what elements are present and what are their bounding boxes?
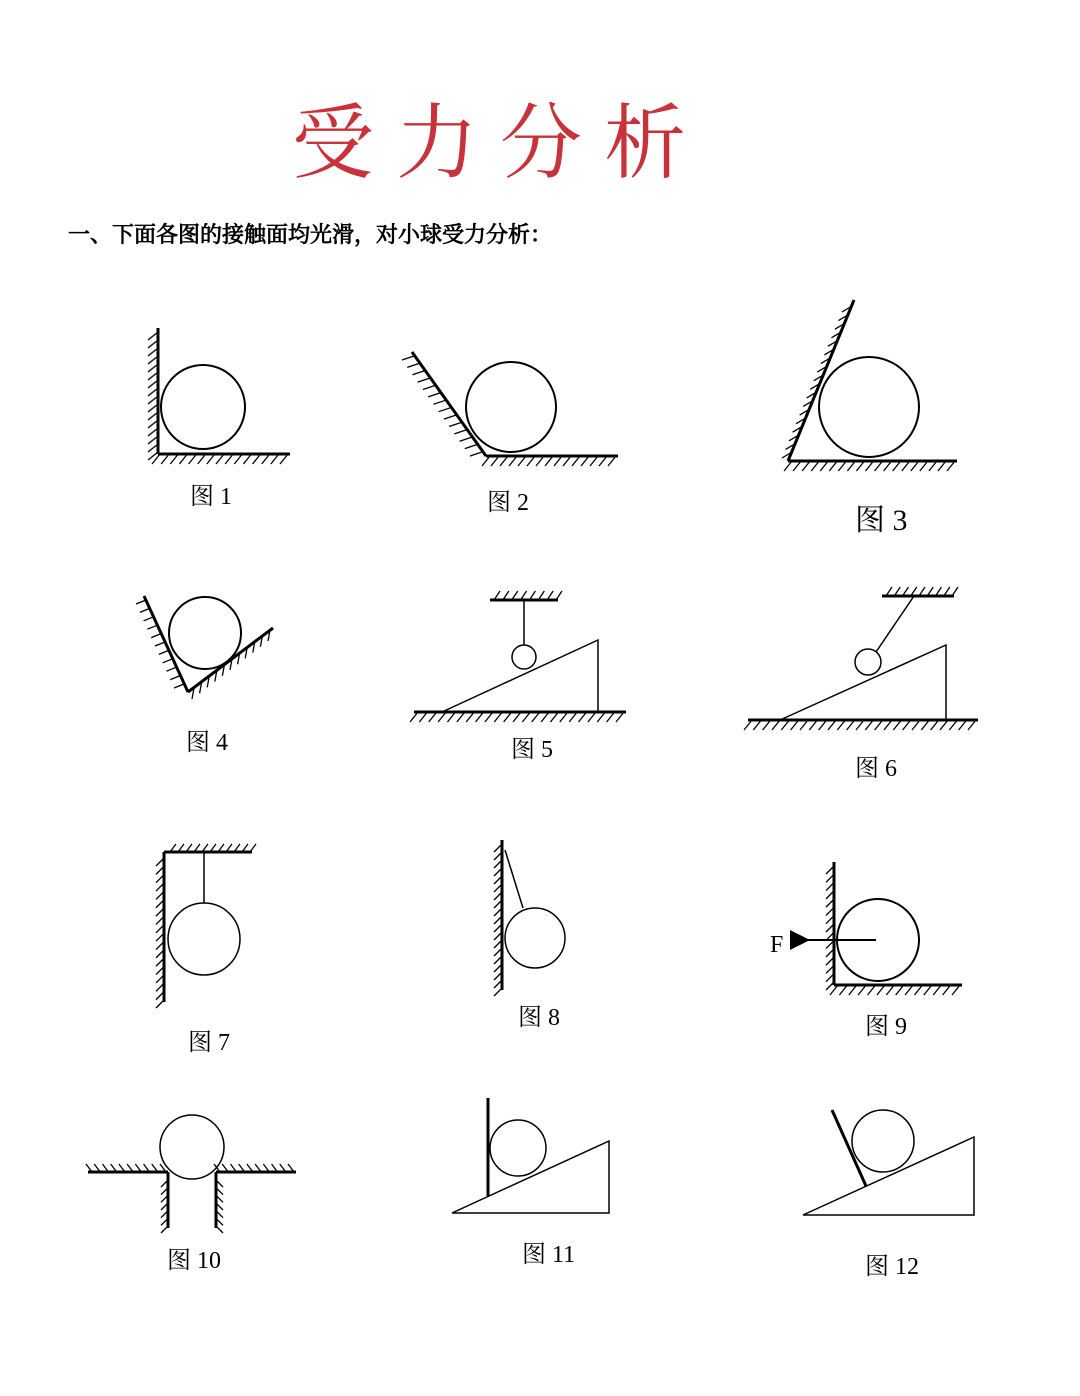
ball bbox=[490, 1120, 546, 1176]
hatch-mark bbox=[140, 608, 150, 612]
hatch-mark bbox=[454, 430, 466, 434]
wall-hatch bbox=[402, 356, 482, 456]
hatch-mark bbox=[166, 667, 176, 671]
hatch-mark bbox=[155, 642, 165, 646]
figure-9-caption: 图 9 bbox=[865, 1014, 907, 1040]
hatch-mark bbox=[444, 415, 456, 419]
incline-block bbox=[803, 1137, 974, 1215]
hatch-mark bbox=[161, 1226, 168, 1233]
hatch-mark bbox=[449, 422, 461, 426]
hatch-mark bbox=[156, 1000, 164, 1008]
figure-4-caption: 图 4 bbox=[186, 730, 228, 756]
figure-12-caption: 图 12 bbox=[865, 1254, 919, 1280]
ball bbox=[512, 645, 536, 669]
figure-3-caption: 图 3 bbox=[855, 504, 908, 537]
hatch-mark bbox=[556, 591, 562, 600]
figure-8 bbox=[494, 840, 565, 1031]
incline-block bbox=[780, 645, 946, 720]
figure-9 bbox=[770, 862, 962, 1040]
ball bbox=[168, 903, 240, 975]
string bbox=[876, 596, 914, 652]
hatch-mark bbox=[418, 378, 430, 382]
ball bbox=[161, 365, 245, 449]
force-label: F bbox=[770, 932, 784, 958]
hatch-mark bbox=[151, 634, 161, 638]
figure-7-caption: 图 7 bbox=[188, 1030, 230, 1056]
figure-8-caption: 图 8 bbox=[518, 1005, 560, 1031]
ball bbox=[855, 649, 881, 675]
hatch-mark bbox=[147, 625, 157, 629]
ball bbox=[160, 1115, 224, 1179]
hatch-mark bbox=[439, 408, 451, 412]
figure-11-caption: 图 11 bbox=[522, 1242, 576, 1268]
ball bbox=[505, 908, 565, 968]
page-title: 受力分析 bbox=[291, 96, 708, 191]
string bbox=[505, 850, 523, 908]
figure-1 bbox=[148, 328, 290, 510]
hatch-mark bbox=[407, 363, 419, 367]
hatch-mark bbox=[423, 386, 435, 390]
left-wall bbox=[144, 596, 188, 692]
hatch-mark bbox=[136, 600, 146, 604]
figure-5 bbox=[410, 591, 626, 763]
hatch-mark bbox=[470, 452, 482, 456]
incline-block bbox=[442, 640, 598, 712]
figure-10 bbox=[86, 1115, 296, 1274]
figure-6 bbox=[744, 587, 978, 782]
figure-10-caption: 图 10 bbox=[167, 1248, 221, 1274]
hatch-mark bbox=[465, 445, 477, 449]
hatch-mark bbox=[412, 371, 424, 375]
hatch-mark bbox=[826, 982, 834, 990]
hatch-mark bbox=[433, 400, 445, 404]
figure-4 bbox=[136, 596, 273, 756]
hatch-mark bbox=[402, 356, 414, 360]
hatch-mark bbox=[494, 988, 502, 996]
hatch-mark bbox=[216, 1226, 223, 1233]
figure-11 bbox=[452, 1098, 609, 1268]
hatch-mark bbox=[460, 437, 472, 441]
hatch-mark bbox=[144, 617, 154, 621]
hatch-mark bbox=[174, 684, 184, 688]
instruction-heading: 一、下面各图的接触面均光滑，对小球受力分析： bbox=[68, 222, 553, 248]
incline-block bbox=[452, 1141, 609, 1213]
left-hatch bbox=[136, 600, 184, 688]
figure-1-caption: 图 1 bbox=[190, 484, 232, 510]
figure-2 bbox=[402, 352, 618, 516]
ball bbox=[819, 357, 919, 457]
ball bbox=[852, 1110, 914, 1172]
ball bbox=[169, 597, 241, 669]
figure-12 bbox=[803, 1110, 974, 1280]
right-wall bbox=[188, 628, 273, 692]
hatch-mark bbox=[163, 659, 173, 663]
leaning-board bbox=[832, 1110, 866, 1186]
hatch-mark bbox=[428, 393, 440, 397]
figure-2-caption: 图 2 bbox=[487, 490, 529, 516]
ball bbox=[466, 362, 556, 452]
hatch-mark bbox=[250, 844, 256, 852]
hatch-mark bbox=[159, 650, 169, 654]
hatch-mark bbox=[952, 587, 958, 596]
figure-3 bbox=[782, 300, 957, 537]
incline-wall bbox=[412, 352, 486, 456]
figure-5-caption: 图 5 bbox=[511, 737, 553, 763]
figure-7 bbox=[156, 844, 256, 1056]
figure-6-caption: 图 6 bbox=[855, 756, 897, 782]
hatch-mark bbox=[170, 676, 180, 680]
